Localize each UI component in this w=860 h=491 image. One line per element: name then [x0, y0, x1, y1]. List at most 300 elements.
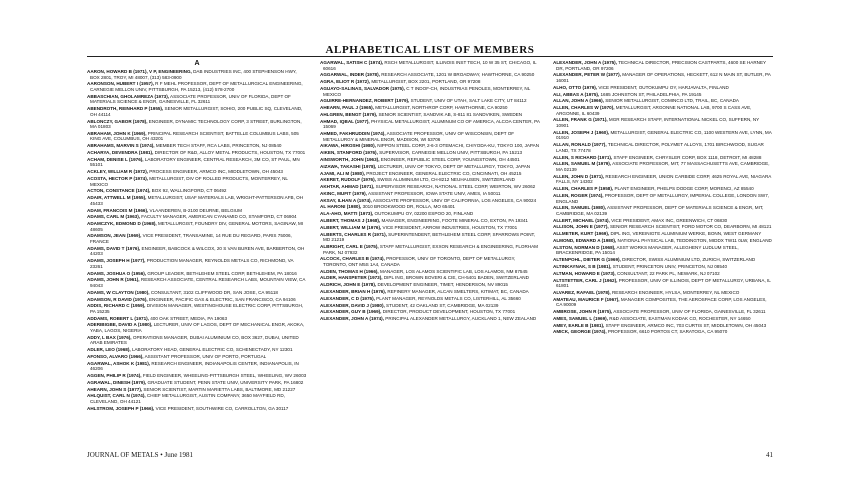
member-name: ALBERT, WILLIAM M (1976), — [320, 224, 382, 230]
member-name: AKINC, MUFIT (1979), — [320, 190, 367, 196]
member-entry — [553, 205, 773, 216]
member-details: RESEARCH ENGINEER, INDIANAPOLIS CENTER, INDIANAPOLIS, IN 46206 — [90, 360, 299, 372]
member-entry — [553, 117, 773, 128]
member-name: ADAMS, JOHN R (1961), — [87, 277, 140, 283]
member-details: DAB INDUSTRIES INC, 400 STEPHENSON HWY, BOX 2801, TROY, MI 48007, (313) 583-0900 — [90, 69, 297, 80]
member-details: SENIOR METALLURGIST, COMINCO LTD, TRAIL, BC, CANADA — [605, 98, 739, 104]
member-details: MANAGER COMPOSITES, THE AEROSPACE CORP, LOS ANGELES, CA 90009 — [556, 296, 767, 308]
member-entry — [87, 169, 307, 175]
member-name: ALLAN, JOHN A (1966), — [553, 98, 604, 104]
page-title: ALPHABETICAL LIST OF MEMBERS — [325, 44, 535, 56]
member-details: VICE PRESIDENT, SOUTHWIRE CO, CARROLLTON, GA 30117 — [155, 405, 289, 411]
member-details: MEMBER TECH STAFF, RCA LABS, PRINCETON, NJ 08540 — [155, 143, 282, 149]
member-name: AMATEAU, MAURICE F (1967), — [553, 296, 620, 302]
member-entry — [320, 177, 540, 183]
member-name: ALLEN, CHARLES P (1958), — [553, 186, 614, 192]
member-details: STUDENT, 42 OAKLAND ST, CAMBRIDGE, MA 02139 — [386, 302, 499, 308]
member-details: ENGINEER, DYNAMIC TECHNOLOGY CORP, 3 STREET, BURLINGTON, MA 01803 — [90, 118, 302, 130]
member-name: ALTENPOHL, DIETER G (1969), — [553, 257, 621, 263]
member-details: MANAGER OF OPERATIONS, HECKETT, 612 N MAIN ST, BUTLER, PA 16001 — [556, 72, 771, 83]
member-entry — [87, 150, 307, 156]
member-details: SENIOR SCIENTIST, MARTIN MARIETTA LABS, BALTIMORE, MD 21227 — [143, 386, 296, 392]
member-entry — [553, 161, 773, 172]
member-details: SWISS ALUMINIUM LTD, CH-8212 NEUHAUSEN, SWITZERLAND — [377, 177, 515, 183]
title-rule — [87, 56, 773, 57]
member-name: AARON, HOWARD B (1971), V P, ENGINEERING, — [87, 69, 192, 74]
member-entry — [553, 105, 773, 116]
member-details: ASSISTANT PROFESSOR, DEPT OF MATERIALS SCIENCE & ENGR, MIT, CAMBRIDGE, MA 02139 — [556, 205, 764, 216]
member-details: STAFF ENGINEER, CHRYSLER CORP, BOX 1118, DETROIT, MI 48288 — [613, 154, 762, 160]
member-details: LECTURER, UNIV OF TOKYO, DEPT OF METALLURGY, TOKYO, JAPAN — [377, 163, 531, 169]
member-entry — [320, 211, 540, 217]
member-name: AHEARN, PAUL J (1965), — [320, 105, 374, 111]
member-name: ALHO, OTTO (1979), — [553, 84, 598, 90]
member-name: AHLQUIST, CARL N (1974), — [87, 393, 146, 399]
member-details: NATIONAL PHYSICAL LAB, TEDDINGTON, MIDDX TW11 0LW, ENGLAND — [617, 238, 772, 243]
member-details: STUDENT, UNIV OF UTAH, SALT LAKE CITY, UT 84112 — [410, 98, 527, 104]
member-details: ASSOCIATE PROFESSOR, UNIV OF CALIFORNIA, LOS ANGELES, CA 90024 — [372, 197, 537, 203]
member-entry — [87, 143, 307, 149]
member-name: AHEARN, JOHN S (1977), — [87, 386, 143, 392]
member-entry — [87, 208, 307, 214]
member-details: SENIOR METALLURGIST, SOHIO, 200 PUBLIC SQ, CLEVELAND, OH 44114 — [90, 106, 303, 117]
member-details: REFINERY MANAGER, ALCAN SMELTERS, KITIMAT, BC, CANADA — [387, 289, 529, 295]
member-entry — [320, 191, 540, 197]
member-entry — [320, 309, 540, 315]
member-details: RESEARCH ENGINEER, UNION CARBIDE CORP, 4625 ROYAL AVE, NIAGARA FALLS, NY 14302 — [556, 173, 772, 185]
member-details: PROFESSOR, UNIV OF TORONTO, DEPT OF METALLURGY, TORONTO, ONT M5S 1A4, CANADA — [323, 256, 516, 267]
member-name: ALEXANDER, C D (1975), — [320, 295, 375, 301]
member-name: ADAMS, CARL M (1963), — [87, 214, 141, 220]
member-entry — [553, 297, 773, 308]
member-entry — [87, 131, 307, 142]
member-name: ALTMAN, HOWARD E (1973), — [553, 270, 616, 276]
member-details: METALLURGIST, USAF MATERIALS LAB, WRIGHT-PATTERSON AFB, OH 45433 — [90, 195, 304, 206]
page-number: 41 — [766, 451, 773, 459]
member-name: ALMOND, EDWARD A (1980), — [553, 238, 617, 243]
member-details: PRINCIPAL RESEARCH SCIENTIST, BATTELLE COLUMBUS LABS, 505 KING AVE, COLUMBUS, OH 43201 — [90, 130, 299, 142]
member-name: ALEXANDER, GUY B (1969), — [320, 309, 382, 315]
member-entry — [87, 335, 307, 346]
member-entry — [87, 258, 307, 269]
member-details: METALLURGIST, BOX 2201, PORTLAND, OR 97208 — [371, 79, 481, 85]
member-entry — [553, 60, 773, 71]
member-name: ALLISON, JOHN E (1977), — [553, 224, 609, 230]
member-entry — [320, 184, 540, 190]
member-details: DEVELOPMENT ENGINEER, TIMET, HENDERSON, NV 89015 — [377, 282, 508, 288]
section-letter: A — [194, 60, 200, 67]
member-details: ASSISTANT PROFESSOR, UNIV OF PORTO, PORTUGAL — [144, 353, 267, 359]
member-name: AKSAY, ILHAN A (1974), — [320, 197, 372, 203]
member-entry — [87, 277, 307, 288]
member-details: VICE PRESIDENT, OUTOKUMPU OY, HARJAVALTA, FINLAND — [598, 84, 729, 90]
member-name: AHMED, FAKHRUDDIN (1974), — [320, 131, 386, 137]
member-details: OUTOKUMPU OY, 02200 ESPOO 20, FINLAND — [374, 211, 474, 217]
column-2 — [320, 60, 540, 444]
member-entry — [320, 198, 540, 204]
member-name: ALLMETER, KURT (1969), — [553, 231, 610, 237]
member-details: DIVISION MANAGER, WESTINGHOUSE ELECTRIC CORP, PITTSBURGH, PA 15235 — [90, 303, 304, 314]
member-name: ADLER, LEO (1968), — [87, 347, 131, 353]
member-entry — [87, 94, 307, 105]
member-entry — [320, 79, 540, 85]
member-name: AGGARWAL, INDER (1978), — [320, 72, 380, 78]
member-name: AMBROSE, JOHN R (1975), — [553, 309, 613, 315]
member-name: ABENDROTH, REINHARD P (1955), — [87, 106, 164, 112]
member-entry — [87, 157, 307, 168]
member-name: ALLEN, S RICHARD (1971), — [553, 154, 613, 160]
member-name: ALVAREZ, RAFAEL (1978), — [553, 289, 611, 295]
member-details: ENGINEER, REPUBLIC STEEL CORP, YOUNGSTOWN, OH 44501 — [380, 156, 520, 162]
member-entry — [320, 303, 540, 309]
member-entry — [553, 309, 773, 315]
member-entry — [553, 329, 773, 335]
member-name: ADAIR, ATTWELL M (1955), — [87, 195, 147, 201]
member-name: AGUIRRE-HERNANDEZ, ROBERT (1979), — [320, 98, 410, 104]
member-details: ASSOCIATE PROFESSOR, MIT, 77 MASSACHUSETTS AVE, CAMBRIDGE, MA 02139 — [556, 161, 770, 172]
member-name: AIKAWA, HIROSHI (1980), — [320, 143, 376, 149]
member-details: LECTURER, UNIV OF LAGOS, DEPT OF MECHANICAL ENGR, AKOKA, YABA, LAGOS, NIGERIA — [90, 322, 305, 334]
member-name: ALEXANDER, JOHN A (1975), — [553, 60, 617, 65]
member-details: METALLURGIST, ARGONNE NATIONAL LAB, 9700 S CASS AVE, ARGONNE, IL 60439 — [556, 105, 752, 116]
member-details: PRINCIPAL ALEXANDER METALLURGY, AUCKLAND 1, NEW ZEALAND — [385, 316, 537, 322]
member-name: AIKEN, STANFORD (1976), — [320, 150, 378, 156]
member-entry — [87, 316, 307, 322]
member-details: SUPERVISOR RESEARCH, NATIONAL STEEL CORP, WEIRTON, WV 26062 — [375, 184, 536, 190]
member-details: SENIOR SCIENTIST, SANDVIK AB, S-811 81 SANDVIKEN, SWEDEN — [378, 111, 523, 117]
member-entry — [320, 316, 540, 322]
member-details: GROUP LEADER, BETHLEHEM STEEL CORP, BETHLEHEM, PA 18016 — [147, 270, 297, 276]
member-details: ENGINEER, PACIFIC GAS & ELECTRIC, SAN FRANCISCO, CA 94106 — [148, 296, 296, 302]
member-entry — [320, 269, 540, 275]
member-entry — [87, 195, 307, 206]
member-entry — [320, 143, 540, 149]
member-details: RESEARCH ENGINEER, HYLSA, MONTERREY, NL MEXICO — [611, 289, 740, 295]
member-name: ALSTON, NORMAN D (1968), — [553, 244, 616, 250]
member-entry — [553, 271, 773, 277]
member-details: VICE PRESIDENT, ARROW INDUSTRIES, HOUSTON, TX 77001 — [382, 224, 518, 230]
member-details: STAFF ENGINEER, ARMCO INC, 703 CURTIS ST, MIDDLETOWN, OH 45043 — [605, 322, 767, 328]
member-details: PHYSICAL METALLURGIST, ALUMINUM CO OF AMERICA, ALCOA CENTER, PA 15069 — [323, 118, 540, 130]
member-entry — [553, 155, 773, 161]
member-name: AHLGREN, BENGT (1979), — [320, 111, 378, 117]
member-entry — [87, 393, 307, 404]
member-entry — [553, 316, 773, 322]
member-name: AJAMI, ALI M (1980), — [320, 170, 366, 176]
member-entry — [553, 278, 773, 289]
member-entry — [87, 246, 307, 257]
member-details: RESEARCH ASSOCIATE, CENTRAL RESEARCH LABS, MOUNTAIN VIEW, CA 94043 — [90, 277, 306, 288]
member-entry — [87, 290, 307, 296]
member-details: PLANT MANAGER, REYNOLDS METALS CO, LISTERHILL, AL 35660 — [376, 295, 521, 301]
member-details: LABORATORY ENGINEER, CENTRAL RESEARCH, 3M CO, ST PAUL, MN 55101 — [90, 156, 300, 168]
member-details: 400 OAK STREET, MEDIA, PA 19063 — [150, 315, 228, 321]
member-details: MANAGER, LOS ALAMOS SCIENTIFIC LAB, LOS ALAMOS, NM 87545 — [380, 268, 528, 274]
member-name: ALA-AHO, MATTI (1973), — [320, 211, 374, 217]
member-details: METALLURGIST, FOUNDRY DIV, GENERAL MOTORS, SAGINAW, MI 48605 — [90, 221, 304, 232]
member-name: ADAMCZYK, EDMOND D (1968), — [87, 221, 157, 227]
member-name: ACKLEY, WILLIAM R (1972), — [87, 169, 148, 175]
member-details: VLAANDEREN, B-2100 DEURNE, BELGIUM — [149, 207, 242, 213]
member-entry — [87, 106, 307, 117]
member-entry — [87, 188, 307, 194]
member-name: ADAMS, JOSHUA O (1956), — [87, 270, 147, 276]
member-entry — [553, 323, 773, 329]
member-entry — [553, 290, 773, 296]
member-entry — [553, 142, 773, 153]
member-name: ADAMSON, R DAVID (1976), — [87, 296, 148, 302]
member-name: AGGEN, PHILIP R (1974), — [87, 373, 142, 379]
member-entry — [553, 98, 773, 104]
member-entry — [87, 406, 307, 412]
member-entry — [553, 264, 773, 270]
member-name: ALLEN, FRANK G (1971), — [553, 117, 608, 123]
member-details: VICE PRESIDENT, AMAX INC, GREENWICH, CT 06830 — [611, 217, 728, 223]
member-name: ADAMSON, JEAN (1969), — [87, 233, 142, 239]
member-details: PLANT ENGINEER, PHELPS DODGE CORP, MORENCI, AZ 85540 — [614, 186, 754, 192]
member-name: ADDAMS, ROBERT L (1971), — [87, 315, 149, 321]
member-entry — [553, 245, 773, 256]
member-name: ACHARYA, DEVENDRA (1981), — [87, 150, 154, 156]
member-entry — [87, 221, 307, 232]
member-entry — [553, 130, 773, 141]
member-name: ACTON, CONSTANCE (1974), — [87, 188, 151, 194]
member-entry — [320, 72, 540, 78]
member-entry — [553, 224, 773, 230]
member-name: ADERIBIGBE, DAVID A (1980), — [87, 322, 153, 328]
member-details: OPERATIONS MANAGER, DUBAI ALUMINIUM CO, BOX 3627, DUBAI, UNITED ARAB EMIRATES — [90, 334, 299, 346]
member-entry — [320, 256, 540, 267]
member-details: PROFESSOR, 6610 PORTOS CT, SARATOGA, CA 95070 — [607, 329, 728, 335]
member-entry — [87, 347, 307, 353]
member-entry — [320, 289, 540, 295]
member-name: ALTINKAYNAK, S B (1981), — [553, 263, 612, 269]
member-details: 3010 BROOKWOOD DR, ROLLA, MO 65401 — [362, 204, 455, 210]
member-name: AGUAYO-SALINAS, SALVADOR (1975), — [320, 85, 405, 91]
member-entry — [87, 119, 307, 130]
member-name: AGRAWAL, DINESH (1979), — [87, 379, 147, 385]
member-name: ACHAM, DENISE L (1976), — [87, 156, 144, 162]
member-name: ADAMS, DAVID T (1976), — [87, 245, 141, 251]
member-details: ASSOCIATE PROFESSOR, UNIV OF FLORIDA, DEPT OF MATERIALS SCIENCE & ENGR, GAINESVILLE, FL 32611 — [90, 93, 291, 105]
member-entry — [87, 69, 307, 80]
member-name: AARONSON, HUBERT I (1957), — [87, 81, 154, 87]
member-name: ADDY, L BAX (1976), — [87, 334, 132, 340]
member-details: METALLURGIST, DIV OF ROLLED PRODUCTS, MONTERREY, NL MEXICO — [90, 175, 288, 187]
member-name: ACOSTA, HECTOR P (1974), — [87, 175, 149, 181]
member-name: AFONSO, ALVARO (1966), — [87, 353, 144, 359]
member-name: AKHTAR, AHMAD (1971), — [320, 184, 375, 190]
member-details: ASSISTANT PROFESSOR, IOWA STATE UNIV, AMES, IA 50011 — [368, 190, 501, 196]
member-name: AMICK, GEORGE (1974), — [553, 329, 607, 335]
member-entry — [320, 150, 540, 156]
member-entry — [320, 275, 540, 281]
member-entry — [320, 282, 540, 288]
member-name: AGARWAL, ASHOK K (1981), — [87, 360, 151, 366]
member-entry — [320, 232, 540, 243]
member-details: RESEARCH ASSOCIATE, 1201 W BROADWAY, HAWTHORNE, CA 90250 — [381, 72, 535, 78]
member-name: ALBRIGHT, CARL E (1975), — [320, 243, 379, 249]
member-details: STAFF METALLURGIST, EXXON RESEARCH & ENGINEERING, FLORHAM PARK, NJ 07932 — [323, 243, 538, 255]
member-name: AGRA, ELIOT R (1972), — [320, 79, 371, 85]
member-name: ALBERTS, CHARLES R (1971), — [320, 231, 387, 237]
member-details: CONSULTANT, 3102 CLIFFWOOD DR, SAN JOSE, CA 95118 — [150, 289, 278, 295]
member-details: BOX 92, WALLINGFORD, CT 06492 — [151, 188, 227, 194]
member-entry — [320, 218, 540, 224]
member-name: ABBASCHIAN, GHOLAMREZA (1973), — [87, 93, 170, 99]
member-name: ALEXANDER, DAVID J (1980), — [320, 302, 385, 308]
member-name: ALLEN, JOHN D (1971), — [553, 173, 605, 179]
member-name: AMEY, EARLE B (1981), — [553, 322, 605, 328]
member-name: ALI, ABBAS A (1975), — [553, 91, 600, 97]
member-entry — [320, 296, 540, 302]
member-details: CONSULTANT, 22 PARK PL, NEWARK, NJ 07102 — [616, 270, 720, 276]
member-entry — [553, 238, 773, 244]
member-entry — [553, 218, 773, 224]
member-details: SUPERINTENDENT, BETHLEHEM STEEL CORP, SPARROWS POINT, MD 21219 — [323, 231, 536, 243]
member-entry — [87, 354, 307, 360]
member-entry — [320, 112, 540, 118]
member-details: NIPPON STEEL CORP, 2-6-3 OTEMACHI, CHIYODA-KU, TOKYO 100, JAPAN — [377, 143, 540, 149]
member-name: ALLEN, SAMUEL (1980), — [553, 205, 607, 211]
member-details: PROFESSOR, UNIV OF ILLINOIS, DEPT OF METALLURGY, URBANA, IL 61801 — [556, 277, 771, 289]
member-details: PROCESS ENGINEER, ARMCO INC, MIDDLETOWN, OH 45043 — [149, 169, 283, 175]
member-details: PROFESSOR, DEPT OF METALLURGY, IMPERIAL COLLEGE, LONDON SW7, ENGLAND — [556, 192, 770, 204]
member-entry — [320, 244, 540, 255]
member-name: ALBERT, THOMAS J (1968), — [320, 218, 381, 223]
member-entry — [320, 86, 540, 97]
journal-footer: JOURNAL OF METALS • June 1981 — [87, 451, 194, 459]
member-name: ALLEN, JOSEPH J (1960), — [553, 129, 610, 135]
member-entry — [320, 171, 540, 177]
member-entry — [87, 233, 307, 244]
member-entry — [320, 225, 540, 231]
member-entry — [553, 257, 773, 263]
member-entry — [553, 85, 773, 91]
member-name: ALLEN, CHARLES W (1970), — [553, 105, 615, 111]
member-entry — [320, 98, 540, 104]
member-details: STUDENT, PRINCETON UNIV, PRINCETON, NJ 08540 — [612, 263, 728, 269]
member-entry — [320, 119, 540, 130]
column-1 — [87, 60, 307, 444]
member-name: ALEXANDER, BRIAN H (1976), — [320, 289, 387, 295]
member-name: ALDRICH, JOHN E (1978), — [320, 282, 377, 288]
member-entry — [553, 92, 773, 98]
member-entry — [320, 105, 540, 111]
member-entry — [87, 387, 307, 393]
member-name: ABRAHAM, JOHN K (1969), — [87, 130, 147, 136]
member-details: TECHNICAL DIRECTOR, POLYMET ALLOYS, 1701 BIRCHWOOD, SUGAR LAND, TX 77478 — [556, 142, 764, 153]
member-entry — [553, 72, 773, 83]
member-entry — [87, 81, 307, 92]
member-entry — [320, 157, 540, 163]
member-entry — [320, 164, 540, 170]
member-name: ALDEN, THOMAS H (1966), — [320, 268, 379, 274]
member-details: SUPERVISOR, CARNEGIE MELLON UNIV, PITTSBURGH, PA 15213 — [379, 150, 523, 156]
member-name: AHLSTROM, JOSEPH P (1966), — [87, 405, 155, 411]
member-entry — [553, 174, 773, 185]
member-entry — [320, 204, 540, 210]
member-details: 1685 JOHNSTON ST, PHILADELPHIA, PA 19145 — [600, 91, 702, 97]
member-name: AMES, SAMUEL L (1969), — [553, 315, 608, 321]
member-entry — [87, 373, 307, 379]
member-details: ASSOCIATE PROFESSOR, UNIV OF WISCONSIN, DEPT OF METALLURGY & MINERAL ENGR, MADISON, WI 53706 — [323, 131, 515, 142]
member-details: ASSOCIATE PROFESSOR, UNIV OF FLORIDA, GAINESVILLE, FL 32611 — [613, 309, 766, 315]
member-name: AINSWORTH, JOHN (1963), — [320, 156, 380, 162]
member-details: METALLURGIST, NORTHROP CORP, HAWTHORNE, CA 90250 — [375, 105, 508, 111]
member-entry — [87, 303, 307, 314]
member-entry — [87, 271, 307, 277]
member-details: FIELD ENGINEER, WHEELING-PITTSBURGH STEEL, WHEELING, WV 26003 — [142, 373, 307, 379]
member-details: C T INDOF-CH, INDUSTRIAS PENOLES, MONTERREY, NL MEXICO — [323, 85, 531, 97]
member-entry — [87, 380, 307, 386]
member-details: FACULTY MANAGER, AMERICAN CYANAMID CO, STAMFORD, CT 06904 — [141, 214, 297, 220]
member-entry — [320, 131, 540, 142]
column-3 — [553, 60, 773, 444]
member-details: METALLURGIST, GENERAL ELECTRIC CO, 1100 WESTERN AVE, LYNN, MA 01910 — [556, 129, 772, 141]
member-details: DIPL ING, VEREINIGTE ALUMINIUM WERKE, BONN, WEST GERMANY — [610, 231, 762, 237]
member-details: R F MEHL PROFESSOR, DEPT OF METALLURGICAL ENGINEERING, CARNEGIE MELLON UNIV, PITTSBURGH, PA 15213, (412) 578-2700 — [90, 81, 303, 92]
member-details: DIRECTOR OF R&D, ALLOY METAL PRODUCTS, HOUSTON, TX 77001 — [154, 150, 306, 156]
member-name: AL HARONI (1980), — [320, 204, 362, 210]
member-name: ALEXANDER, PETER W (1977), — [553, 72, 621, 78]
member-details: MGR RESEARCH STAFF, INTERNATIONAL NICKEL CO, SUFFERN, NY 10901 — [556, 117, 760, 129]
member-details: MANAGER, ENGINEERING, FOOTE MINERAL CO, EXTON, PA 19341 — [381, 218, 528, 223]
member-entry — [553, 193, 773, 204]
member-details: SENIOR RESEARCH SCIENTIST, FORD MOTOR CO, DEARBORN, MI 48121 — [609, 224, 772, 230]
member-details: ENGINEER, BABCOCK & WILCOX, 20 S VAN BUREN AVE, BARBERTON, OH 44203 — [90, 245, 305, 257]
member-name: ADAMS, JOSEPH H (1977), — [87, 258, 146, 264]
member-name: AKERET, RUDOLF (1976), — [320, 177, 376, 183]
member-name: AHMAD, IQBAL (1977), — [320, 118, 370, 124]
member-entry — [87, 214, 307, 220]
member-name: ABRAHAMS, MARVIN S (1974), — [87, 143, 155, 149]
member-entry — [87, 297, 307, 303]
member-details: CHIEF METALLURGIST, AUSTIN COMPANY, 3650 MAYFIELD RD, CLEVELAND, OH 44121 — [90, 393, 285, 405]
member-entry — [320, 60, 540, 71]
member-details: PRODUCTION MANAGER, REYNOLDS METALS CO, RICHMOND, VA 23261 — [90, 258, 294, 269]
member-details: LABORATORY HEAD, GENERAL ELECTRIC CO, SCHENECTADY, NY 12301 — [131, 347, 293, 353]
member-details: DIPL ING, BROWN BOVERI & CIE, CH-5401 BADEN, SWITZERLAND — [383, 275, 529, 281]
member-details: R&D ASSOCIATE, EASTMAN KODAK CO, ROCHESTER, NY 14650 — [609, 315, 751, 321]
member-entry — [553, 231, 773, 237]
member-entry — [87, 361, 307, 372]
member-name: ALLEN, SAMUEL M (1979), — [553, 161, 612, 167]
member-name: ADAM, FRANCOIS M (1966), — [87, 207, 149, 213]
member-name: ALEXANDER, JOHN A (1974), — [320, 316, 384, 322]
member-details: TECHNICAL DIRECTOR, PRECISION CASTPARTS, 4600 SE HARNEY DR, PORTLAND, OR 97206 — [556, 60, 767, 71]
member-name: ADAMS, W CLAYTON (1980), — [87, 289, 150, 295]
member-name: ALLERT, MICHAEL (1974), — [553, 217, 610, 223]
member-name: ALLEN, ROGER (1974), — [553, 192, 604, 198]
member-details: DIRECTOR, PRODUCT DEVELOPMENT, HOUSTON, TX 77001 — [382, 309, 516, 315]
member-name: ALCOCK, CHARLES B (1974), — [320, 256, 385, 262]
member-name: ALLAN, RONALD (1977), — [553, 142, 607, 148]
member-name: AGARWAL, SATISH C (1974), — [320, 60, 384, 65]
member-details: PROJECT ENGINEER, GENERAL ELECTRIC CO, CINCINNATI, OH 45215 — [366, 170, 522, 176]
member-name: ALTSTETTER, CARL J (1962), — [553, 277, 618, 283]
member-details: RSCH METALLURGIST, ILLINOIS INST TECH, 10 W 35 ST, CHICAGO, IL 60616 — [323, 60, 537, 71]
member-name: ALDER, HANSPETER (1973), — [320, 275, 383, 281]
member-name: ADDIS, RICHARD C (1959), — [87, 303, 146, 309]
member-name: ABLONCZY, GABOR (1978), — [87, 118, 148, 124]
member-entry — [553, 186, 773, 192]
member-details: VICE PRESIDENT, TRANSAMINE, 14 RUE DU REGARD, PARIS 75006, FRANCE — [90, 233, 292, 245]
member-details: GRADUATE STUDENT, PENN STATE UNIV, UNIVERSITY PARK, PA 16802 — [147, 379, 304, 385]
member-entry — [87, 322, 307, 333]
member-details: ASST WORKS MANAGER, ALLEGHENY LUDLUM STEEL, BRACKENRIDGE, PA 15014 — [556, 244, 739, 256]
member-details: DIRECTOR, SWISS ALUMINIUM LTD, ZURICH, SWITZERLAND — [622, 257, 756, 263]
